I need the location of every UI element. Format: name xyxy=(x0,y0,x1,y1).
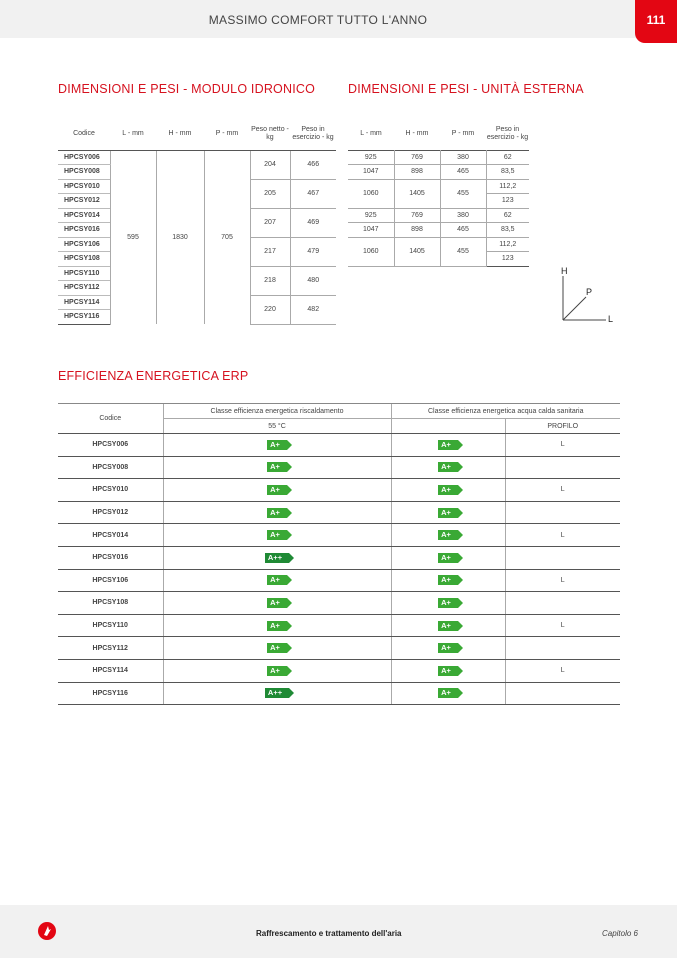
product-code: HPCSY114 xyxy=(58,659,163,682)
esterna-section-title: DIMENSIONI E PESI - UNITÀ ESTERNA xyxy=(348,82,584,96)
col-header: Codice xyxy=(58,118,110,150)
dim-p: 455 xyxy=(440,179,486,208)
dhw-profile xyxy=(505,682,620,705)
product-code: HPCSY116 xyxy=(58,310,110,325)
dhw-profile xyxy=(505,546,620,569)
dim-l: 1047 xyxy=(348,223,394,238)
dim-p: 455 xyxy=(440,237,486,266)
product-code: HPCSY112 xyxy=(58,281,110,296)
table-row xyxy=(58,546,620,569)
product-code: HPCSY016 xyxy=(58,546,163,569)
operating-weight: 83,5 xyxy=(486,223,529,238)
energy-class-badge: A+ xyxy=(267,575,287,585)
operating-weight: 62 xyxy=(486,208,529,223)
dim-p: 465 xyxy=(440,223,486,238)
product-code: HPCSY016 xyxy=(58,223,110,238)
table-row xyxy=(58,150,336,165)
heating-class-cell xyxy=(163,592,391,615)
operating-weight: 112,2 xyxy=(486,179,529,194)
dim-p: 705 xyxy=(204,150,250,324)
product-code: HPCSY010 xyxy=(58,479,163,502)
energy-class-badge: A+ xyxy=(438,666,458,676)
table-row xyxy=(58,479,620,502)
col-header: H - mm xyxy=(394,118,440,150)
energy-class-badge: A+ xyxy=(267,508,287,518)
dhw-class-cell xyxy=(391,569,505,592)
energy-class-badge: A+ xyxy=(438,485,458,495)
heating-class-cell xyxy=(163,682,391,705)
dim-h: 898 xyxy=(394,165,440,180)
dimension-axes-diagram xyxy=(558,262,618,324)
table-row xyxy=(58,524,620,547)
dim-p: 380 xyxy=(440,208,486,223)
energy-class-badge: A+ xyxy=(438,688,458,698)
operating-weight: 83,5 xyxy=(486,165,529,180)
dim-h: 898 xyxy=(394,223,440,238)
dhw-class-cell xyxy=(391,614,505,637)
col-header: H - mm xyxy=(156,118,204,150)
dhw-class-cell xyxy=(391,456,505,479)
operating-weight: 123 xyxy=(486,194,529,209)
product-code: HPCSY012 xyxy=(58,194,110,209)
energy-class-badge: A++ xyxy=(265,553,289,563)
heating-class-cell xyxy=(163,434,391,457)
dim-h: 769 xyxy=(394,208,440,223)
page-footer xyxy=(0,905,677,958)
product-code: HPCSY014 xyxy=(58,524,163,547)
operating-weight: 112,2 xyxy=(486,237,529,252)
product-code: HPCSY108 xyxy=(58,252,110,267)
net-weight: 205 xyxy=(250,179,290,208)
axis-l-label: L xyxy=(608,314,614,324)
dim-p: 465 xyxy=(440,165,486,180)
dhw-class-cell xyxy=(391,524,505,547)
operating-weight: 62 xyxy=(486,150,529,165)
heating-class-cell xyxy=(163,479,391,502)
dhw-profile: L xyxy=(505,614,620,637)
dim-l: 1060 xyxy=(348,237,394,266)
dim-l: 1047 xyxy=(348,165,394,180)
operating-weight: 469 xyxy=(290,208,336,237)
dhw-class-cell xyxy=(391,659,505,682)
dhw-profile xyxy=(505,456,620,479)
dhw-class-cell xyxy=(391,637,505,660)
energy-class-badge: A+ xyxy=(267,621,287,631)
energy-class-badge: A+ xyxy=(438,440,458,450)
table-row xyxy=(58,456,620,479)
operating-weight: 123 xyxy=(486,252,529,267)
dhw-profile xyxy=(505,501,620,524)
product-code: HPCSY014 xyxy=(58,208,110,223)
modulo-dimensions-table xyxy=(58,118,336,325)
energy-class-badge: A+ xyxy=(267,530,287,540)
energy-class-badge: A+ xyxy=(438,643,458,653)
table-row xyxy=(58,569,620,592)
product-code: HPCSY008 xyxy=(58,456,163,479)
energy-class-badge: A+ xyxy=(267,666,287,676)
product-code: HPCSY106 xyxy=(58,237,110,252)
operating-weight: 480 xyxy=(290,266,336,295)
product-code: HPCSY110 xyxy=(58,266,110,281)
header-title: MASSIMO COMFORT TUTTO L'ANNO xyxy=(208,13,428,27)
footer-section-name: Raffrescamento e trattamento dell'aria xyxy=(256,929,402,938)
col-header-55: 55 °C xyxy=(163,419,391,434)
dhw-profile: L xyxy=(505,659,620,682)
product-code: HPCSY116 xyxy=(58,682,163,705)
dim-l: 595 xyxy=(110,150,156,324)
operating-weight: 479 xyxy=(290,237,336,266)
product-code: HPCSY010 xyxy=(58,179,110,194)
dhw-class-cell xyxy=(391,592,505,615)
col-header-dhw: Classe efficienza energetica acqua calda sanitaria xyxy=(391,404,620,419)
heating-class-cell xyxy=(163,614,391,637)
product-code: HPCSY110 xyxy=(58,614,163,637)
dhw-profile xyxy=(505,592,620,615)
dhw-profile: L xyxy=(505,524,620,547)
operating-weight: 482 xyxy=(290,295,336,324)
heating-class-cell xyxy=(163,456,391,479)
col-header: Peso in esercizio - kg xyxy=(290,118,336,150)
heating-class-cell xyxy=(163,524,391,547)
energy-class-badge: A+ xyxy=(438,530,458,540)
axis-p-label: P xyxy=(586,287,593,297)
product-code: HPCSY106 xyxy=(58,569,163,592)
energy-class-badge: A+ xyxy=(438,621,458,631)
col-header-heating: Classe efficienza energetica riscaldamento xyxy=(163,404,391,419)
net-weight: 220 xyxy=(250,295,290,324)
energy-class-badge: A+ xyxy=(267,462,287,472)
energy-class-badge: A+ xyxy=(267,485,287,495)
net-weight: 217 xyxy=(250,237,290,266)
dhw-profile xyxy=(505,637,620,660)
axis-h-label: H xyxy=(561,266,568,276)
dhw-class-cell xyxy=(391,501,505,524)
table-row xyxy=(58,592,620,615)
product-code: HPCSY006 xyxy=(58,150,110,165)
table-row xyxy=(58,501,620,524)
dim-h: 1830 xyxy=(156,150,204,324)
heating-class-cell xyxy=(163,637,391,660)
dim-h: 769 xyxy=(394,150,440,165)
dim-l: 925 xyxy=(348,208,394,223)
operating-weight: 466 xyxy=(290,150,336,179)
product-code: HPCSY112 xyxy=(58,637,163,660)
table-row xyxy=(58,659,620,682)
dhw-class-cell xyxy=(391,434,505,457)
product-code: HPCSY114 xyxy=(58,295,110,310)
col-header: Peso netto - kg xyxy=(250,118,290,150)
energy-class-badge: A+ xyxy=(438,553,458,563)
dhw-class-cell xyxy=(391,479,505,502)
dhw-class-cell xyxy=(391,682,505,705)
dim-h: 1405 xyxy=(394,179,440,208)
product-code: HPCSY008 xyxy=(58,165,110,180)
dhw-profile: L xyxy=(505,479,620,502)
energy-class-badge: A+ xyxy=(267,440,287,450)
table-row xyxy=(58,682,620,705)
dhw-class-cell xyxy=(391,546,505,569)
energy-class-badge: A+ xyxy=(438,598,458,608)
col-header: L - mm xyxy=(348,118,394,150)
modulo-section-title: DIMENSIONI E PESI - MODULO IDRONICO xyxy=(58,82,316,96)
dim-p: 380 xyxy=(440,150,486,165)
product-code: HPCSY006 xyxy=(58,434,163,457)
table-row xyxy=(348,237,529,252)
heating-class-cell xyxy=(163,659,391,682)
heating-class-cell xyxy=(163,569,391,592)
page-number: 111 xyxy=(635,0,677,43)
energy-class-badge: A+ xyxy=(438,462,458,472)
col-header-code: Codice xyxy=(58,404,163,434)
col-header: P - mm xyxy=(440,118,486,150)
table-row xyxy=(58,614,620,637)
operating-weight: 467 xyxy=(290,179,336,208)
esterna-dimensions-table xyxy=(348,118,529,267)
product-code: HPCSY108 xyxy=(58,592,163,615)
heating-class-cell xyxy=(163,501,391,524)
energy-class-badge: A+ xyxy=(267,598,287,608)
table-row xyxy=(348,179,529,194)
dhw-profile: L xyxy=(505,569,620,592)
table-row xyxy=(58,434,620,457)
dim-l: 925 xyxy=(348,150,394,165)
energy-class-badge: A+ xyxy=(438,575,458,585)
col-header: P - mm xyxy=(204,118,250,150)
col-header-profile: PROFILO xyxy=(505,419,620,434)
product-code: HPCSY012 xyxy=(58,501,163,524)
energy-class-badge: A+ xyxy=(438,508,458,518)
col-header: Peso in esercizio - kg xyxy=(486,118,529,150)
dhw-profile: L xyxy=(505,434,620,457)
brand-logo-icon xyxy=(38,922,56,940)
erp-section-title: EFFICIENZA ENERGETICA ERP xyxy=(58,369,249,383)
dim-h: 1405 xyxy=(394,237,440,266)
net-weight: 207 xyxy=(250,208,290,237)
energy-class-badge: A++ xyxy=(265,688,289,698)
net-weight: 204 xyxy=(250,150,290,179)
page-header xyxy=(0,0,677,38)
table-row xyxy=(58,637,620,660)
net-weight: 218 xyxy=(250,266,290,295)
dim-l: 1060 xyxy=(348,179,394,208)
erp-efficiency-table xyxy=(58,403,620,705)
col-header: L - mm xyxy=(110,118,156,150)
heating-class-cell xyxy=(163,546,391,569)
footer-chapter: Capitolo 6 xyxy=(601,929,638,938)
energy-class-badge: A+ xyxy=(267,643,287,653)
